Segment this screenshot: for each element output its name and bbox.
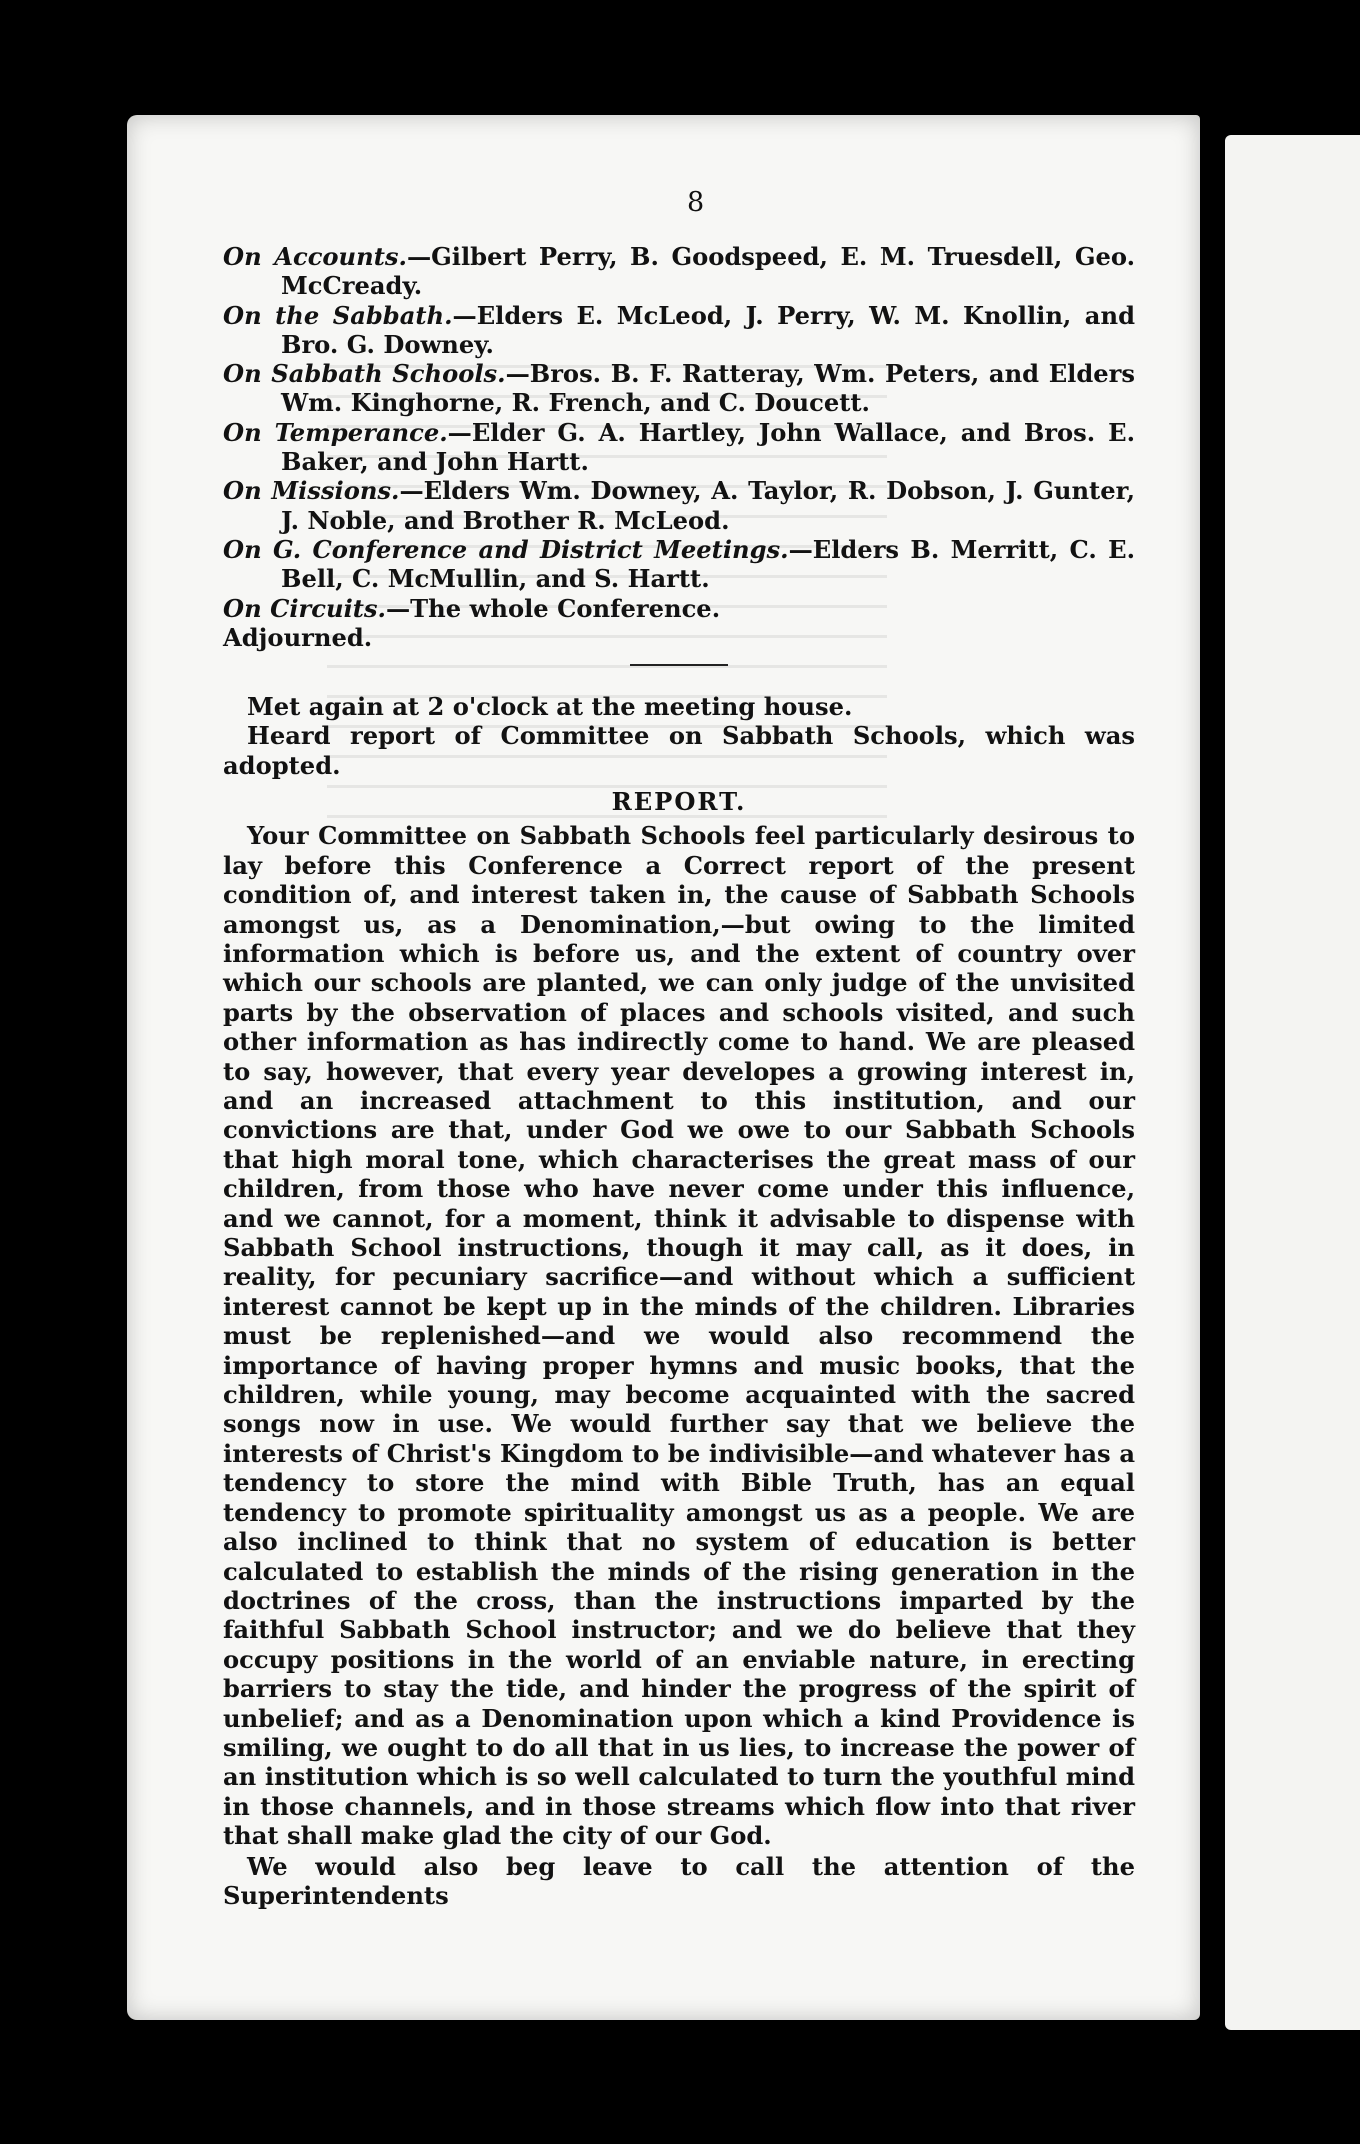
committee-name: On Circuits. bbox=[223, 593, 386, 623]
committee-name: On Sabbath Schools. bbox=[223, 359, 506, 389]
scanned-page bbox=[127, 115, 1200, 2020]
closing-line: We would also beg leave to call the attention of the Superintendents bbox=[223, 1851, 1135, 1910]
committee-members: —Elders E. McLeod, J. Perry, W. M. Knollin, and Bro. G. Downey. bbox=[281, 300, 1135, 359]
adjourned-line: Adjourned. bbox=[223, 622, 373, 652]
committee-missions bbox=[223, 476, 1135, 535]
report-heading: REPORT. bbox=[611, 787, 747, 817]
committee-sabbath-schools bbox=[223, 359, 1135, 418]
heard-report-line: Heard report of Committee on Sabbath Schools, which was adopted. bbox=[223, 721, 1135, 780]
committee-name: On the Sabbath. bbox=[223, 300, 453, 330]
committee-members: —The whole Conference. bbox=[385, 593, 721, 623]
committee-members: —Gilbert Perry, B. Goodspeed, E. M. Truesdell, Geo. McCready. bbox=[281, 242, 1135, 301]
adjacent-page-edge bbox=[1225, 135, 1360, 2030]
committee-name: On Accounts. bbox=[223, 242, 407, 271]
page-text bbox=[223, 242, 1135, 1910]
committee-members: —Elders B. Merritt, C. E. Bell, C. McMullin, and S. Hartt. bbox=[281, 534, 1135, 594]
committee-temperance bbox=[223, 418, 1135, 477]
committee-accounts bbox=[223, 242, 1135, 301]
section-divider bbox=[630, 664, 728, 666]
committee-conference-meetings bbox=[223, 535, 1135, 594]
met-again-line: Met again at 2 o'clock at the meeting house. bbox=[247, 692, 853, 722]
committee-members: —Elder G. A. Hartley, John Wallace, and Bros. E. Baker, and John Hartt. bbox=[281, 417, 1135, 477]
committee-name: On Temperance. bbox=[223, 417, 448, 447]
committee-circuits bbox=[223, 594, 1135, 623]
committee-name: On G. Conference and District Meetings. bbox=[223, 534, 789, 564]
committee-members: —Elders Wm. Downey, A. Taylor, R. Dobson, J. Gunter, J. Noble, and Brother R. McLeod. bbox=[281, 476, 1136, 535]
committee-sabbath bbox=[223, 301, 1135, 360]
committee-members: —Bros. B. F. Ratteray, Wm. Peters, and Elders Wm. Kinghorne, R. French, and C. Doucett. bbox=[281, 359, 1135, 418]
committee-name: On Missions. bbox=[223, 476, 400, 506]
page-number: 8 bbox=[687, 187, 705, 218]
report-body: Your Committee on Sabbath Schools feel particularly desirous to lay before this Conference a Correct report of the present condition of, and interest taken in, the cause of Sabbath Schools amongst us, as a Denomination,—but owing to the limited information which is before us, and the extent of country over which our schools are planted, we can only judge of the unvisited parts by the observation of places and schools visited, and such other information as has indirectly come to hand. We are pleased to say, however, that every year developes a growing interest in, and an increased attachment to this institution, and our convictions are that, under God we owe to our Sabbath Schools that high moral tone, which characterises the great mass of our children, from those who have never come under this influence, and we cannot, for a moment, think it advisable to dispense with Sabbath School instructions, though it may call, as it does, in reality, for pecuniary sacrifice—and without which a sufficient interest cannot be kept up in the minds of the children. Libraries must be replenished—and we would also recommend the importance of having proper hymns and music books, that the children, while young, may become acquainted with the sacred songs now in use. We would further say that we believe the interests of Christ's Kingdom to be indivisible—and whatever has a tendency to store the mind with Bible Truth, has an equal tendency to promote spirituality amongst us as a people. We are also inclined to think that no system of education is better calculated to establish the minds of the rising generation in the doctrines of the cross, than the instructions imparted by the faithful Sabbath School instructor; and we do believe that they occupy positions in the world of an enviable nature, in erecting barriers to stay the tide, and hinder the progress of the spirit of unbelief; and as a Denomination upon which a kind Providence is smiling, we ought to do all that in us lies, to increase the power of an institution which is so well calculated to turn the youthful mind in those channels, and in those streams which flow into that river that shall make glad the city of our God. bbox=[223, 821, 1135, 1851]
